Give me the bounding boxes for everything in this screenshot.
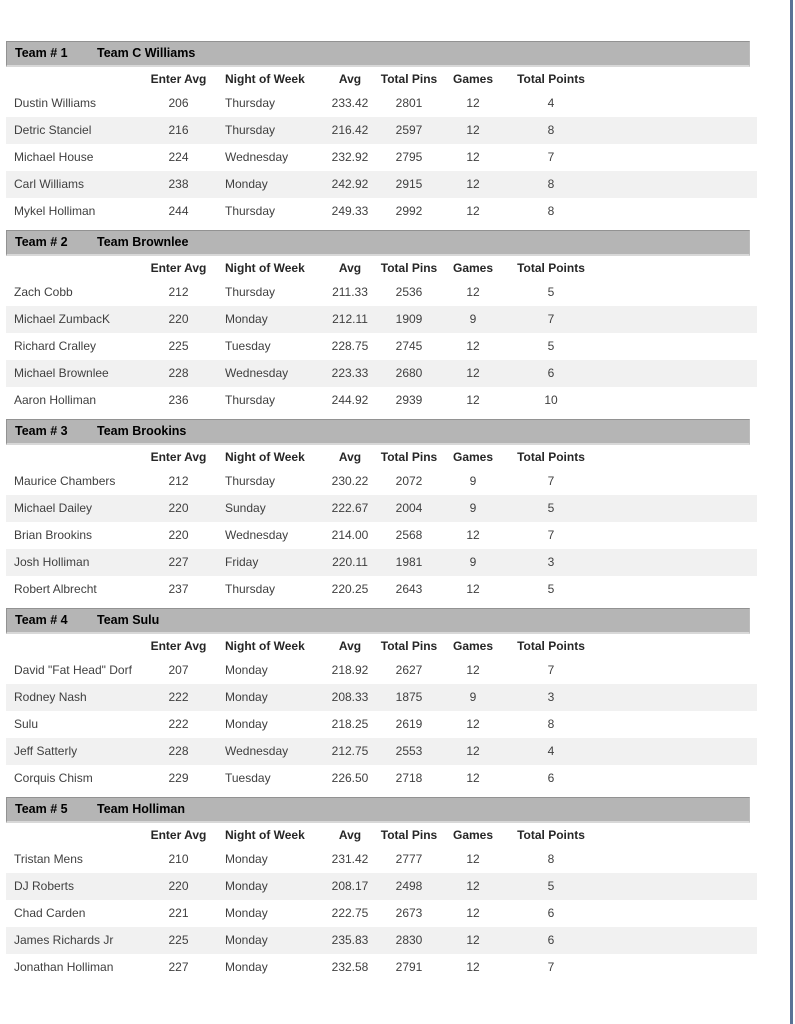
player-total-pins: 2627 [395, 663, 423, 677]
column-header-games: Games [452, 72, 494, 86]
player-avg: 208.33 [331, 690, 369, 704]
player-name: Tristan Mens [14, 852, 83, 866]
team-section [6, 608, 757, 792]
player-name: Rodney Nash [14, 690, 87, 704]
player-enter-avg: 207 [168, 663, 189, 677]
column-header-row [6, 68, 757, 90]
player-games: 12 [466, 906, 480, 920]
player-total-points: 8 [547, 852, 555, 866]
column-header-enter-avg: Enter Avg [150, 639, 207, 653]
player-total-points: 6 [547, 366, 555, 380]
player-name: Dustin Williams [14, 96, 97, 110]
column-header-enter-avg: Enter Avg [150, 72, 207, 86]
column-header-enter-avg: Enter Avg [150, 261, 207, 275]
player-row [6, 468, 757, 495]
team-section [6, 41, 757, 225]
player-games: 9 [469, 690, 477, 704]
column-header-avg: Avg [338, 72, 362, 86]
player-night-of-week: Monday [225, 717, 268, 731]
player-enter-avg: 220 [168, 312, 189, 326]
player-row [6, 198, 757, 225]
player-row [6, 873, 757, 900]
player-night-of-week: Thursday [225, 204, 276, 218]
player-row [6, 711, 757, 738]
player-avg: 242.92 [331, 177, 369, 191]
column-header-total-points: Total Points [517, 639, 585, 653]
player-games: 12 [466, 582, 480, 596]
column-header-total-pins: Total Pins [380, 828, 438, 842]
player-games: 12 [466, 204, 480, 218]
player-enter-avg: 236 [168, 393, 189, 407]
player-night-of-week: Wednesday [225, 150, 289, 164]
player-name: Detric Stanciel [14, 123, 92, 137]
player-enter-avg: 225 [168, 339, 189, 353]
player-enter-avg: 244 [168, 204, 189, 218]
player-row [6, 576, 757, 603]
player-enter-avg: 212 [168, 285, 189, 299]
player-total-points: 6 [547, 906, 555, 920]
player-night-of-week: Wednesday [225, 528, 289, 542]
column-header-total-points: Total Points [517, 261, 585, 275]
column-header-total-points: Total Points [517, 72, 585, 86]
player-row [6, 549, 757, 576]
player-row [6, 846, 757, 873]
player-night-of-week: Friday [225, 555, 259, 569]
player-total-points: 4 [547, 744, 555, 758]
player-name: Jonathan Holliman [14, 960, 114, 974]
player-total-pins: 2777 [395, 852, 423, 866]
player-enter-avg: 228 [168, 744, 189, 758]
player-games: 12 [466, 960, 480, 974]
column-header-row [6, 446, 757, 468]
player-row [6, 522, 757, 549]
player-night-of-week: Tuesday [225, 771, 271, 785]
player-name: Zach Cobb [14, 285, 73, 299]
player-avg: 208.17 [331, 879, 369, 893]
player-row [6, 144, 757, 171]
player-name: Chad Carden [14, 906, 86, 920]
player-name-column-spacer [6, 635, 145, 657]
column-header-total-pins: Total Pins [380, 450, 438, 464]
player-total-points: 7 [547, 312, 555, 326]
player-row [6, 171, 757, 198]
player-name: Michael Dailey [14, 501, 93, 515]
player-games: 9 [469, 312, 477, 326]
player-night-of-week: Thursday [225, 123, 276, 137]
player-total-points: 6 [547, 771, 555, 785]
player-total-points: 7 [547, 474, 555, 488]
player-name: Maurice Chambers [14, 474, 116, 488]
player-row [6, 360, 757, 387]
player-avg: 249.33 [331, 204, 369, 218]
team-number-label: Team # 2 [15, 235, 68, 249]
column-header-night-of-week: Night of Week [225, 828, 305, 842]
column-header-games: Games [452, 639, 494, 653]
team-number-label: Team # 1 [15, 46, 68, 60]
column-header-avg: Avg [338, 639, 362, 653]
player-enter-avg: 229 [168, 771, 189, 785]
player-total-pins: 2830 [395, 933, 423, 947]
column-header-night-of-week: Night of Week [225, 450, 305, 464]
player-total-pins: 2745 [395, 339, 423, 353]
bowling-league-roster-report [6, 41, 757, 986]
player-total-pins: 2801 [395, 96, 423, 110]
team-number-label: Team # 4 [15, 613, 68, 627]
column-header-night-of-week: Night of Week [225, 72, 305, 86]
player-avg: 218.25 [331, 717, 369, 731]
player-total-points: 7 [547, 663, 555, 677]
player-night-of-week: Monday [225, 852, 268, 866]
team-name-label: Team Sulu [97, 613, 160, 627]
player-avg: 223.33 [331, 366, 369, 380]
column-header-games: Games [452, 828, 494, 842]
player-night-of-week: Monday [225, 906, 268, 920]
player-name: Aaron Holliman [14, 393, 97, 407]
player-total-pins: 2795 [395, 150, 423, 164]
player-total-pins: 2536 [395, 285, 423, 299]
player-row [6, 117, 757, 144]
player-name: David "Fat Head" Dorf [14, 663, 132, 677]
player-avg: 232.58 [331, 960, 369, 974]
player-total-pins: 1909 [395, 312, 423, 326]
team-header-bar [6, 230, 750, 256]
player-avg: 232.92 [331, 150, 369, 164]
team-name-label: Team Brookins [97, 424, 187, 438]
player-total-points: 10 [544, 393, 558, 407]
player-games: 9 [469, 501, 477, 515]
player-total-points: 6 [547, 933, 555, 947]
player-row [6, 279, 757, 306]
player-total-points: 5 [547, 339, 555, 353]
player-avg: 212.75 [331, 744, 369, 758]
player-night-of-week: Thursday [225, 96, 276, 110]
player-night-of-week: Thursday [225, 582, 276, 596]
page-right-border [790, 0, 793, 1024]
player-games: 12 [466, 339, 480, 353]
column-header-row [6, 635, 757, 657]
column-header-games: Games [452, 261, 494, 275]
player-enter-avg: 220 [168, 501, 189, 515]
player-night-of-week: Wednesday [225, 744, 289, 758]
team-name-label: Team C Williams [97, 46, 196, 60]
team-header-bar [6, 608, 750, 634]
player-total-pins: 2004 [395, 501, 423, 515]
player-avg: 220.11 [332, 555, 368, 569]
player-games: 12 [466, 771, 480, 785]
player-row [6, 657, 757, 684]
column-header-night-of-week: Night of Week [225, 639, 305, 653]
player-enter-avg: 225 [168, 933, 189, 947]
player-enter-avg: 210 [168, 852, 189, 866]
player-name: Josh Holliman [14, 555, 90, 569]
player-avg: 244.92 [331, 393, 369, 407]
player-avg: 231.42 [331, 852, 369, 866]
player-total-points: 5 [547, 501, 555, 515]
player-enter-avg: 206 [168, 96, 189, 110]
team-section [6, 419, 757, 603]
team-header-bar [6, 419, 750, 445]
player-name: Michael House [14, 150, 94, 164]
player-enter-avg: 227 [168, 960, 189, 974]
player-enter-avg: 238 [168, 177, 189, 191]
player-night-of-week: Monday [225, 312, 268, 326]
player-avg: 222.75 [331, 906, 369, 920]
player-total-pins: 2498 [395, 879, 423, 893]
player-total-pins: 2915 [395, 177, 423, 191]
column-header-night-of-week: Night of Week [225, 261, 305, 275]
player-night-of-week: Thursday [225, 393, 276, 407]
player-total-points: 7 [547, 960, 555, 974]
column-header-total-pins: Total Pins [380, 72, 438, 86]
player-total-pins: 2553 [395, 744, 423, 758]
player-name: Brian Brookins [14, 528, 93, 542]
player-avg: 233.42 [331, 96, 369, 110]
player-games: 12 [466, 177, 480, 191]
player-avg: 214.00 [331, 528, 369, 542]
player-games: 12 [466, 717, 480, 731]
player-total-pins: 2680 [395, 366, 423, 380]
player-night-of-week: Monday [225, 879, 268, 893]
team-section [6, 797, 757, 981]
player-row [6, 765, 757, 792]
player-avg: 222.67 [331, 501, 369, 515]
player-name-column-spacer [6, 68, 145, 90]
player-row [6, 954, 757, 981]
player-name: Sulu [14, 717, 39, 731]
player-enter-avg: 220 [168, 528, 189, 542]
player-enter-avg: 224 [168, 150, 189, 164]
player-avg: 226.50 [331, 771, 369, 785]
column-header-row [6, 257, 757, 279]
player-games: 12 [466, 150, 480, 164]
player-total-points: 3 [547, 555, 555, 569]
player-total-pins: 2718 [395, 771, 423, 785]
column-header-games: Games [452, 450, 494, 464]
player-avg: 216.42 [331, 123, 369, 137]
player-total-pins: 1981 [395, 555, 423, 569]
player-name: Robert Albrecht [14, 582, 97, 596]
player-name: Michael ZumbacK [14, 312, 111, 326]
player-night-of-week: Thursday [225, 285, 276, 299]
team-header-bar [6, 41, 750, 67]
player-total-points: 5 [547, 879, 555, 893]
player-row [6, 333, 757, 360]
player-total-points: 7 [547, 528, 555, 542]
player-name: James Richards Jr [14, 933, 114, 947]
player-night-of-week: Wednesday [225, 366, 289, 380]
player-row [6, 684, 757, 711]
player-total-pins: 2673 [395, 906, 423, 920]
player-enter-avg: 227 [168, 555, 189, 569]
player-name: Richard Cralley [14, 339, 97, 353]
column-header-total-points: Total Points [517, 828, 585, 842]
player-total-pins: 2568 [395, 528, 423, 542]
player-enter-avg: 237 [168, 582, 189, 596]
team-name-label: Team Holliman [97, 802, 185, 816]
column-header-row [6, 824, 757, 846]
player-games: 12 [466, 663, 480, 677]
player-total-pins: 2619 [395, 717, 423, 731]
player-games: 12 [466, 852, 480, 866]
player-total-pins: 2992 [395, 204, 423, 218]
player-total-points: 8 [547, 717, 555, 731]
player-name: Jeff Satterly [14, 744, 78, 758]
player-name-column-spacer [6, 446, 145, 468]
player-night-of-week: Monday [225, 933, 268, 947]
player-enter-avg: 216 [168, 123, 189, 137]
player-total-points: 3 [547, 690, 555, 704]
player-total-points: 8 [547, 123, 555, 137]
player-games: 12 [466, 933, 480, 947]
column-header-avg: Avg [338, 261, 362, 275]
team-number-label: Team # 3 [15, 424, 68, 438]
player-games: 12 [466, 528, 480, 542]
player-row [6, 306, 757, 333]
player-night-of-week: Monday [225, 960, 268, 974]
player-total-points: 7 [547, 150, 555, 164]
player-name-column-spacer [6, 824, 145, 846]
player-total-points: 4 [547, 96, 555, 110]
player-name: Corquis Chism [14, 771, 93, 785]
player-enter-avg: 212 [168, 474, 189, 488]
player-avg: 228.75 [331, 339, 369, 353]
player-total-points: 8 [547, 177, 555, 191]
player-enter-avg: 220 [168, 879, 189, 893]
column-header-total-pins: Total Pins [380, 639, 438, 653]
player-games: 12 [466, 879, 480, 893]
player-row [6, 495, 757, 522]
player-enter-avg: 222 [168, 717, 189, 731]
player-avg: 211.33 [332, 285, 368, 299]
player-name: Michael Brownlee [14, 366, 109, 380]
column-header-enter-avg: Enter Avg [150, 450, 207, 464]
player-name: Carl Williams [14, 177, 84, 191]
player-games: 9 [469, 555, 477, 569]
player-total-points: 5 [547, 582, 555, 596]
player-night-of-week: Thursday [225, 474, 276, 488]
player-enter-avg: 228 [168, 366, 189, 380]
column-header-avg: Avg [338, 450, 362, 464]
player-total-pins: 2939 [395, 393, 423, 407]
player-games: 9 [469, 474, 477, 488]
player-enter-avg: 222 [168, 690, 189, 704]
column-header-total-points: Total Points [517, 450, 585, 464]
player-total-pins: 1875 [395, 690, 423, 704]
player-enter-avg: 221 [168, 906, 189, 920]
player-night-of-week: Monday [225, 663, 268, 677]
player-avg: 235.83 [331, 933, 369, 947]
player-total-points: 8 [547, 204, 555, 218]
player-row [6, 90, 757, 117]
player-total-pins: 2643 [395, 582, 423, 596]
player-row [6, 387, 757, 414]
player-row [6, 900, 757, 927]
player-night-of-week: Sunday [225, 501, 266, 515]
player-games: 12 [466, 96, 480, 110]
player-total-points: 5 [547, 285, 555, 299]
column-header-total-pins: Total Pins [380, 261, 438, 275]
player-name: DJ Roberts [14, 879, 75, 893]
player-games: 12 [466, 393, 480, 407]
player-avg: 218.92 [331, 663, 369, 677]
player-total-pins: 2791 [395, 960, 423, 974]
player-total-pins: 2072 [395, 474, 423, 488]
player-games: 12 [466, 123, 480, 137]
player-night-of-week: Monday [225, 690, 268, 704]
player-total-pins: 2597 [395, 123, 423, 137]
player-row [6, 738, 757, 765]
player-row [6, 927, 757, 954]
player-avg: 230.22 [331, 474, 369, 488]
team-name-label: Team Brownlee [97, 235, 189, 249]
player-games: 12 [466, 366, 480, 380]
column-header-enter-avg: Enter Avg [150, 828, 207, 842]
player-name: Mykel Holliman [14, 204, 96, 218]
team-number-label: Team # 5 [15, 802, 68, 816]
team-section [6, 230, 757, 414]
team-header-bar [6, 797, 750, 823]
player-avg: 212.11 [332, 312, 368, 326]
player-night-of-week: Monday [225, 177, 268, 191]
player-games: 12 [466, 744, 480, 758]
player-night-of-week: Tuesday [225, 339, 271, 353]
player-games: 12 [466, 285, 480, 299]
player-name-column-spacer [6, 257, 145, 279]
column-header-avg: Avg [338, 828, 362, 842]
player-avg: 220.25 [331, 582, 369, 596]
